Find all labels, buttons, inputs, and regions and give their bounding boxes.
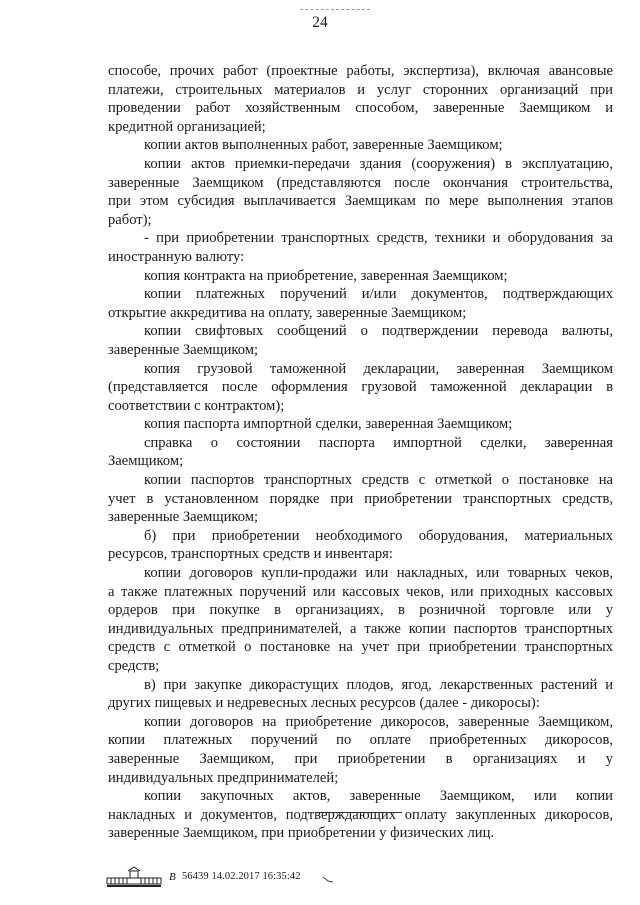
text-line: работ);	[108, 211, 152, 228]
text-line: заверенные Заемщиком;	[108, 341, 259, 358]
text-line: справка о состоянии паспорта импортной сделки, заверенная	[144, 434, 613, 451]
page-number: 24	[312, 14, 328, 31]
text-line: средств с отметкой о постановке на учет при приобретении транспортных	[108, 639, 613, 656]
text-line: копии актов выполненных работ, заверенные Заемщиком;	[144, 137, 503, 154]
scan-artifact	[322, 874, 334, 884]
text-line: иностранную валюту:	[108, 248, 245, 265]
footer-registration-stamp: 56439 14.02.2017 16:35:42	[182, 871, 301, 882]
text-line: заверенные Заемщиком, при приобретении у физических лиц.	[108, 825, 495, 842]
text-line: при этом субсидия выплачивается Заемщикам по мере выполнения этапов	[108, 193, 613, 210]
text-line: Заемщиком;	[108, 453, 184, 470]
text-line: а также платежных поручений или кассовых чеков, или приходных кассовых	[108, 583, 613, 600]
text-line: накладных и документов, подтверждающих оплату закупленных дикоросов,	[108, 806, 613, 823]
text-line: б) при приобретении необходимого оборудования, материальных	[144, 527, 613, 544]
footer-mark: В	[169, 871, 176, 883]
text-line: ресурсов, транспортных средств и инвентаря:	[108, 546, 393, 563]
text-line: способе, прочих работ (проектные работы, экспертиза), включая авансовые	[108, 63, 613, 79]
text-line: копии договоров на приобретение дикоросов, заверенные Заемщиком,	[144, 713, 613, 730]
text-line: ордеров при покупке в организациях, в розничной торговле или у	[108, 602, 613, 619]
text-line: заверенные Заемщиком;	[108, 509, 259, 526]
text-line: копия грузовой таможенной декларации, заверенная Заемщиком	[144, 360, 613, 377]
text-line: проведении работ хозяйственным способом, заверенные Заемщиком и	[108, 100, 613, 117]
text-line: в) при закупке дикорастущих плодов, ягод, лекарственных растений и	[144, 676, 613, 693]
text-line: - при приобретении транспортных средств, техники и оборудования за	[144, 230, 613, 247]
text-line: индивидуальных предпринимателей;	[108, 769, 339, 786]
text-line: учет в установленном порядке при приобретении транспортных средств,	[108, 490, 613, 507]
text-line: заверенные Заемщиком (представляются после окончания строительства,	[108, 174, 613, 191]
text-line: заверенные Заемщиком, при приобретении в организациях и у	[108, 750, 613, 767]
top-rule	[300, 9, 370, 10]
text-line: других пищевых и недревесных лесных ресурсов (далее - дикоросы):	[108, 695, 540, 712]
text-line: средств;	[108, 658, 160, 674]
text-line: копии свифтовых сообщений о подтверждении перевода валюты,	[144, 323, 613, 340]
end-of-text-rule	[316, 812, 402, 813]
text-line: соответствии с контрактом);	[108, 397, 285, 414]
text-line: копии платежных поручений по оплате приобретенных дикоросов,	[108, 732, 613, 749]
text-line: копии платежных поручений и/или документов, подтверждающих	[144, 286, 613, 303]
text-line: кредитной организацией;	[108, 118, 266, 135]
government-building-logo	[106, 866, 162, 888]
text-line: копия контракта на приобретение, заверенная Заемщиком;	[144, 267, 508, 284]
document-footer	[106, 866, 366, 890]
text-line: (представляется после оформления грузовой таможенной декларации в	[108, 379, 613, 396]
text-line: копия паспорта импортной сделки, заверенная Заемщиком;	[144, 416, 513, 433]
text-line: копии актов приемки-передачи здания (сооружения) в эксплуатацию,	[144, 155, 613, 172]
text-line: копии договоров купли-продажи или накладных, или товарных чеков,	[144, 565, 613, 582]
text-line: открытие аккредитива на оплату, заверенные Заемщиком;	[108, 304, 467, 321]
text-line: копии закупочных актов, заверенные Заемщиком, или копии	[144, 788, 613, 805]
document-body	[108, 62, 613, 843]
text-line: копии паспортов транспортных средств с отметкой о постановке на	[144, 472, 613, 489]
text-line: индивидуальных предпринимателей, а также копии паспортов транспортных	[108, 620, 613, 637]
text-line: платежи, строительных материалов и услуг сторонних организаций при	[108, 81, 613, 98]
